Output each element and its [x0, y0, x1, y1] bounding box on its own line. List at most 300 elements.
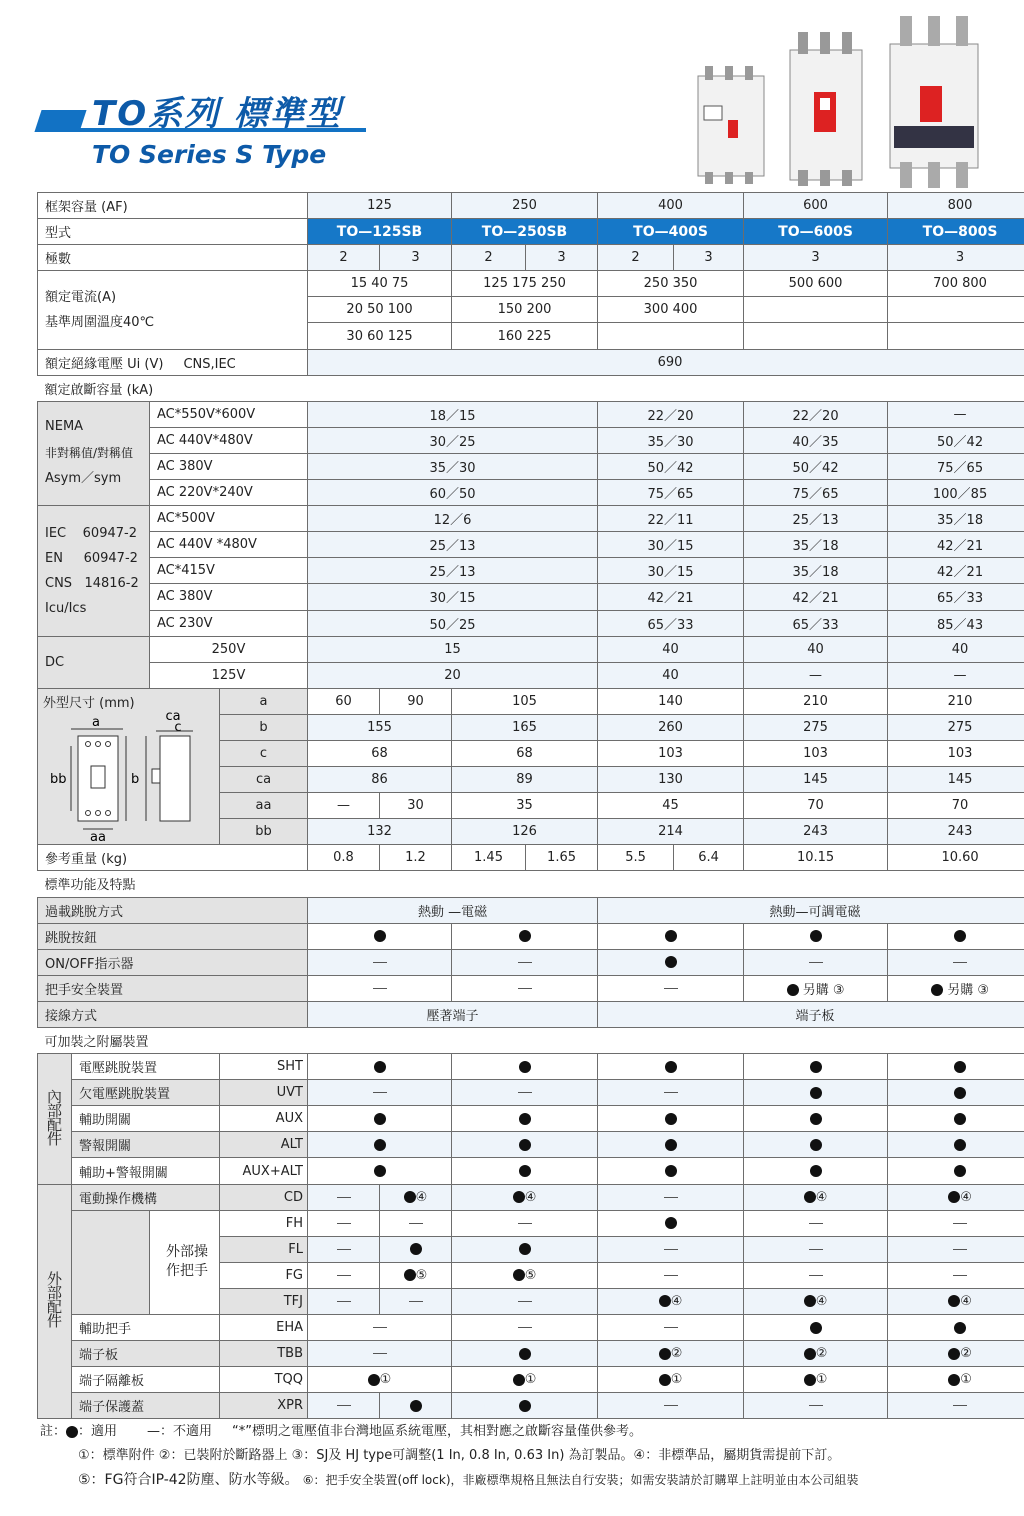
dot-icon: [810, 1322, 822, 1334]
table-cell: AC 220V*240V: [150, 480, 308, 506]
row-button: [38, 923, 1024, 949]
dot-icon: [410, 1400, 422, 1412]
dimension-diagram: [38, 711, 218, 841]
table-cell: 500 600: [744, 271, 888, 297]
dash-icon: [664, 1092, 678, 1093]
table-cell: 額定啟斷容量 (kA): [38, 375, 1024, 401]
table-cell: 接線方式: [38, 1001, 308, 1027]
table-cell: 165: [452, 714, 598, 740]
dot-icon: [954, 1087, 966, 1099]
table-cell: 145: [744, 767, 888, 793]
table-cell: TO—400S: [598, 219, 744, 245]
table-cell: 2: [308, 245, 380, 271]
table-cell: [888, 1393, 1024, 1419]
table-cell: EHA: [220, 1315, 308, 1341]
table-cell: 35／18: [744, 558, 888, 584]
table-cell: 端子隔離板: [72, 1367, 220, 1393]
table-cell: TFJ: [220, 1288, 308, 1314]
dot-icon: [66, 1426, 78, 1438]
dot-icon: [519, 930, 531, 942]
table-cell: b: [220, 714, 308, 740]
table-cell: 3: [526, 245, 598, 271]
dash-icon: [373, 962, 387, 963]
table-cell: 20: [308, 662, 598, 688]
table-cell: 標準功能及特點: [38, 871, 1024, 897]
table-cell: 1.65: [526, 845, 598, 871]
table-cell: 可加裝之附屬裝置: [38, 1028, 1024, 1054]
table-cell: ④: [452, 1184, 598, 1210]
table-cell: ①: [888, 1367, 1024, 1393]
table-cell: TBB: [220, 1341, 308, 1367]
dash-icon: [809, 1275, 823, 1276]
dot-icon: [665, 1113, 677, 1125]
table-cell: 15: [308, 636, 598, 662]
dot-icon: [931, 984, 943, 996]
title-en: TO Series S Type: [92, 140, 327, 169]
table-cell: AUX: [220, 1106, 308, 1132]
table-cell: [308, 1184, 380, 1210]
dot-icon: [513, 1269, 525, 1281]
dim-fig-c: c: [174, 719, 182, 735]
table-cell: 65／33: [598, 610, 744, 636]
table-cell: 電壓跳脫裝置: [72, 1054, 220, 1080]
table-cell: 30／25: [308, 427, 598, 453]
table-cell: 3: [380, 245, 452, 271]
table-cell: [744, 923, 888, 949]
note-line-3: ⑤：FG符合IP-42防塵、防水等級。 ⑥：把手安全裝置(off lock)，非廠標準規格且無法自行安裝；如需安裝請於訂購單上註明並由本公司組裝: [78, 1472, 859, 1488]
table-cell: [308, 1158, 452, 1184]
row-eha: [38, 1315, 1024, 1341]
dash-icon: [337, 1223, 351, 1224]
table-cell: 105: [452, 688, 598, 714]
dash-icon: [664, 988, 678, 989]
table-cell: 42／21: [598, 584, 744, 610]
table-cell: 22／20: [744, 401, 888, 427]
dash-icon: [953, 1275, 967, 1276]
dash-icon: [809, 962, 823, 963]
table-cell: ④: [380, 1184, 452, 1210]
table-cell: 參考重量 (kg): [38, 845, 308, 871]
table-cell: ①: [308, 1367, 452, 1393]
dot-icon: [787, 984, 799, 996]
dash-icon: [664, 1405, 678, 1406]
dash-icon: [953, 1405, 967, 1406]
table-cell: [308, 949, 452, 975]
dot-icon: [665, 930, 677, 942]
dot-icon: [368, 1374, 380, 1386]
row-alt: [38, 1132, 1024, 1158]
table-cell: 65／33: [744, 610, 888, 636]
table-cell: c: [220, 740, 308, 766]
table-cell: 75／65: [888, 453, 1024, 479]
dot-icon: [404, 1269, 416, 1281]
row-iec-2: [38, 532, 1024, 558]
table-cell: [744, 949, 888, 975]
table-cell: [598, 1054, 744, 1080]
dash-icon: [518, 988, 532, 989]
row-feat-head: [38, 871, 1024, 897]
table-cell: 30 60 125: [308, 323, 452, 349]
table-cell: [308, 1236, 380, 1262]
row-icu-head: [38, 375, 1024, 401]
dot-icon: [659, 1295, 671, 1307]
dot-icon: [659, 1348, 671, 1360]
table-cell: 140: [598, 688, 744, 714]
row-uvt: [38, 1080, 1024, 1106]
table-cell: [598, 1393, 744, 1419]
table-cell: [888, 1080, 1024, 1106]
dot-icon: [810, 1113, 822, 1125]
table-cell: ④: [598, 1288, 744, 1314]
table-cell: 2: [598, 245, 674, 271]
dash-icon: [664, 1249, 678, 1250]
dash-icon: [664, 1327, 678, 1328]
table-cell: [744, 1080, 888, 1106]
dot-icon: [374, 1113, 386, 1125]
table-cell: TO—800S: [888, 219, 1024, 245]
table-cell: 690: [308, 349, 1024, 375]
table-cell: [598, 1132, 744, 1158]
note-line-1: 註： ：適用 —：不適用 “*”標明之電壓值非台灣地區系統電壓，其相對應之啟斷容量僅供參考。: [40, 1424, 643, 1439]
dash-icon: [809, 1249, 823, 1250]
row-dc-1: [38, 636, 1024, 662]
dot-icon: [954, 1061, 966, 1073]
table-cell: 額定電流(A) 基準周圍溫度40℃: [38, 271, 308, 349]
table-cell: —: [888, 401, 1024, 427]
dash-icon: [337, 1275, 351, 1276]
table-cell: 275: [888, 714, 1024, 740]
table-cell: [744, 323, 888, 349]
table-cell: 壓著端子: [308, 1001, 598, 1027]
table-cell: XPR: [220, 1393, 308, 1419]
table-cell: 60／50: [308, 480, 598, 506]
table-cell: 155: [308, 714, 452, 740]
table-cell: CD: [220, 1184, 308, 1210]
table-cell: 42／21: [744, 584, 888, 610]
notes: [40, 1420, 1015, 1493]
table-cell: [598, 1158, 744, 1184]
table-cell: NEMA 非對稱值/對稱值 Asym／sym: [38, 401, 150, 505]
dim-label: 外型尺寸 (mm): [43, 695, 135, 711]
table-cell: 400: [598, 193, 744, 219]
table-cell: 214: [598, 819, 744, 845]
table-cell: [308, 1288, 380, 1314]
table-cell: 40: [744, 636, 888, 662]
table-cell: [744, 1315, 888, 1341]
table-cell: ⑤: [452, 1262, 598, 1288]
table-cell: 68: [452, 740, 598, 766]
table-cell: 0.8: [308, 845, 380, 871]
table-cell: ①: [744, 1367, 888, 1393]
dot-icon: [519, 1348, 531, 1360]
dot-icon: [665, 1165, 677, 1177]
table-cell: ⑤: [380, 1262, 452, 1288]
table-cell: 40: [598, 636, 744, 662]
table-cell: 10.60: [888, 845, 1024, 871]
table-cell: 6.4: [674, 845, 744, 871]
table-cell: aa: [220, 793, 308, 819]
table-cell: 100／85: [888, 480, 1024, 506]
breaker-medium-photo: [790, 32, 862, 186]
table-cell: 70: [888, 793, 1024, 819]
dot-icon: [810, 1139, 822, 1151]
table-cell: a: [220, 688, 308, 714]
table-cell: 欠電壓跳脫裝置: [72, 1080, 220, 1106]
dash-icon: [809, 1223, 823, 1224]
table-cell: [452, 1341, 598, 1367]
table-cell: [888, 1315, 1024, 1341]
table-cell: AC 380V: [150, 453, 308, 479]
table-cell: 輔助開關: [72, 1106, 220, 1132]
table-cell: [308, 1262, 380, 1288]
table-cell: 22／20: [598, 401, 744, 427]
table-cell: [308, 1106, 452, 1132]
row-dim-a: [38, 688, 1024, 714]
dash-icon: [664, 1275, 678, 1276]
dim-fig-ca: ca: [165, 710, 181, 724]
table-cell: [380, 1288, 452, 1314]
table-cell: AC 380V: [150, 584, 308, 610]
table-cell: 2: [452, 245, 526, 271]
table-cell: ON/OFF指示器: [38, 949, 308, 975]
table-cell: 1.2: [380, 845, 452, 871]
dot-icon: [810, 1061, 822, 1073]
table-cell: [308, 1210, 380, 1236]
table-cell: 243: [744, 819, 888, 845]
dash-icon: [409, 1301, 423, 1302]
dash-icon: [953, 1223, 967, 1224]
table-cell: 內部配件: [38, 1054, 72, 1184]
table-cell: [452, 1288, 598, 1314]
dot-icon: [374, 1165, 386, 1177]
table-cell: AC*500V: [150, 506, 308, 532]
table-cell: AC 230V: [150, 610, 308, 636]
table-cell: 端子板: [72, 1341, 220, 1367]
dot-icon: [374, 1139, 386, 1151]
table-cell: [598, 323, 744, 349]
table-cell: 42／21: [888, 532, 1024, 558]
row-auxalt: [38, 1158, 1024, 1184]
table-cell: [380, 1393, 452, 1419]
table-cell: AC*550V*600V: [150, 401, 308, 427]
row-nema-3: [38, 453, 1024, 479]
table-cell: TO—250SB: [452, 219, 598, 245]
table-cell: [598, 975, 744, 1001]
dot-icon: [954, 1139, 966, 1151]
table-cell: 65／33: [888, 584, 1024, 610]
dash-icon: [518, 1327, 532, 1328]
row-nema-1: [38, 401, 1024, 427]
dot-icon: [665, 1217, 677, 1229]
table-cell: 另購 ③: [744, 975, 888, 1001]
row-onoff: [38, 949, 1024, 975]
row-iec-3: [38, 558, 1024, 584]
table-cell: [888, 1054, 1024, 1080]
table-cell: [888, 1262, 1024, 1288]
table-cell: 45: [598, 793, 744, 819]
table-cell: ALT: [220, 1132, 308, 1158]
dot-icon: [404, 1191, 416, 1203]
dot-icon: [804, 1295, 816, 1307]
table-cell: ④: [888, 1184, 1024, 1210]
table-cell: 18／15: [308, 401, 598, 427]
table-cell: 另購 ③: [888, 975, 1024, 1001]
table-cell: ①: [598, 1367, 744, 1393]
dash-icon: [518, 1092, 532, 1093]
dot-icon: [804, 1374, 816, 1386]
dash-icon: [953, 962, 967, 963]
dot-icon: [519, 1243, 531, 1255]
breaker-product-photos: [690, 10, 1000, 190]
table-cell: 250: [452, 193, 598, 219]
table-cell: [72, 1210, 150, 1314]
table-cell: 3: [888, 245, 1024, 271]
table-cell: [888, 323, 1024, 349]
table-cell: 50／42: [744, 453, 888, 479]
table-cell: 端子板: [598, 1001, 1024, 1027]
table-cell: 40／35: [744, 427, 888, 453]
table-cell: —: [308, 793, 380, 819]
dot-icon: [519, 1400, 531, 1412]
table-cell: [888, 1132, 1024, 1158]
table-cell: [598, 923, 744, 949]
table-cell: [744, 1054, 888, 1080]
table-cell: 警報開關: [72, 1132, 220, 1158]
table-cell: [308, 975, 452, 1001]
dot-icon: [810, 930, 822, 942]
dot-icon: [410, 1243, 422, 1255]
table-cell: [308, 1341, 452, 1367]
table-cell: ca: [220, 767, 308, 793]
dot-icon: [374, 930, 386, 942]
dot-icon: [804, 1191, 816, 1203]
table-cell: 熱動—可調電磁: [598, 897, 1024, 923]
dot-icon: [948, 1348, 960, 1360]
dot-icon: [810, 1165, 822, 1177]
dash-icon: [337, 1301, 351, 1302]
table-cell: FH: [220, 1210, 308, 1236]
dash-icon: [518, 1301, 532, 1302]
dot-icon: [519, 1165, 531, 1177]
table-cell: [308, 1315, 452, 1341]
table-cell: AC 440V*480V: [150, 427, 308, 453]
table-cell: [888, 923, 1024, 949]
table-cell: 25／13: [744, 506, 888, 532]
row-nema-2: [38, 427, 1024, 453]
table-cell: ②: [598, 1341, 744, 1367]
table-cell: [744, 1210, 888, 1236]
dash-icon: [809, 1405, 823, 1406]
dash-icon: [409, 1223, 423, 1224]
table-cell: ④: [744, 1184, 888, 1210]
table-cell: 75／65: [598, 480, 744, 506]
table-cell: 30／15: [598, 532, 744, 558]
row-safety: [38, 975, 1024, 1001]
dot-icon: [954, 1165, 966, 1177]
table-cell: [452, 1080, 598, 1106]
table-cell: [452, 923, 598, 949]
note-line-2: ①：標準附件 ②：已裝附於斷路器上 ③：SJ及 HJ type可調整(1 In, 0.8 In, 0.63 In) 為訂製品。④：非標準品，屬期貨需提前下訂。: [78, 1448, 841, 1463]
dash-icon: [373, 1092, 387, 1093]
table-cell: SHT: [220, 1054, 308, 1080]
table-cell: [744, 1106, 888, 1132]
table-cell: 132: [308, 819, 452, 845]
row-tqq: [38, 1367, 1024, 1393]
table-cell: 把手安全裝置: [38, 975, 308, 1001]
row-nema-4: [38, 480, 1024, 506]
table-cell: 50／42: [888, 427, 1024, 453]
table-cell: [452, 1315, 598, 1341]
dot-icon: [519, 1113, 531, 1125]
table-cell: [38, 688, 220, 845]
dot-icon: [374, 1061, 386, 1073]
row-xpr: [38, 1393, 1024, 1419]
dash-icon: [337, 1405, 351, 1406]
table-cell: 42／21: [888, 558, 1024, 584]
table-cell: 極數: [38, 245, 308, 271]
table-cell: 額定絕緣電壓 Ui (V) CNS,IEC: [38, 349, 308, 375]
row-dc-2: [38, 662, 1024, 688]
table-cell: 250 350: [598, 271, 744, 297]
table-cell: 10.15: [744, 845, 888, 871]
table-cell: 25／13: [308, 532, 598, 558]
row-ui: [38, 349, 1024, 375]
table-cell: [452, 1132, 598, 1158]
table-cell: 125V: [150, 662, 308, 688]
dim-fig-b: b: [131, 771, 140, 787]
dash-icon: [518, 1223, 532, 1224]
table-cell: 輔助+警報開關: [72, 1158, 220, 1184]
table-cell: 103: [888, 740, 1024, 766]
table-cell: 700 800: [888, 271, 1024, 297]
dash-icon: [337, 1197, 351, 1198]
row-iec-4: [38, 584, 1024, 610]
table-cell: 145: [888, 767, 1024, 793]
table-cell: 50／25: [308, 610, 598, 636]
table-cell: [744, 1262, 888, 1288]
table-cell: 框架容量 (AF): [38, 193, 308, 219]
dot-icon: [665, 1061, 677, 1073]
dash-icon: [373, 988, 387, 989]
table-cell: 90: [380, 688, 452, 714]
table-cell: [744, 1236, 888, 1262]
table-cell: 22／11: [598, 506, 744, 532]
row-weight: [38, 845, 1024, 871]
table-cell: 3: [674, 245, 744, 271]
table-cell: 600: [744, 193, 888, 219]
dim-fig-bb: bb: [50, 771, 67, 787]
table-cell: UVT: [220, 1080, 308, 1106]
row-af: [38, 193, 1024, 219]
dash-icon: [373, 1353, 387, 1354]
table-cell: 5.5: [598, 845, 674, 871]
table-cell: 243: [888, 819, 1024, 845]
table-cell: [452, 1106, 598, 1132]
table-cell: 40: [888, 636, 1024, 662]
table-cell: [598, 1210, 744, 1236]
row-sht: [38, 1054, 1024, 1080]
dot-icon: [810, 1087, 822, 1099]
table-cell: 電動操作機構: [72, 1184, 220, 1210]
table-cell: 3: [744, 245, 888, 271]
table-cell: 40: [598, 662, 744, 688]
table-cell: 60: [308, 688, 380, 714]
dim-fig-aa: aa: [90, 829, 106, 841]
table-cell: [744, 1132, 888, 1158]
table-cell: 800: [888, 193, 1024, 219]
row-model: [38, 219, 1024, 245]
row-poles: [38, 245, 1024, 271]
